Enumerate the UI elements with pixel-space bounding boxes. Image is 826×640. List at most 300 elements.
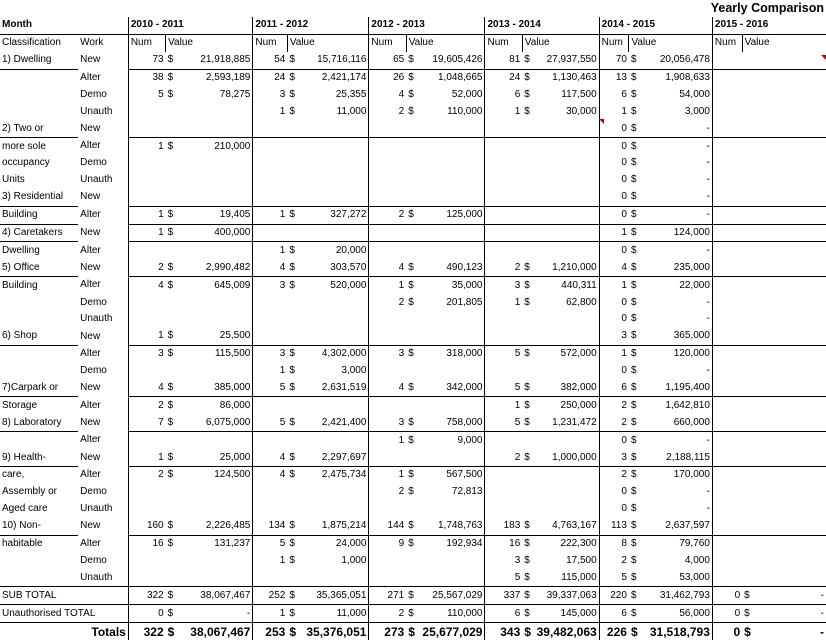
table-row [0,363,826,380]
value-cell [534,120,599,137]
num-cell: 5 [485,414,522,431]
value-cell: 86,000 [178,397,253,414]
value-cell [534,484,599,501]
value-cell [534,172,599,189]
num-header: Num [128,34,165,51]
num-cell [712,311,742,328]
row-classification: 9) Health- [2,451,46,463]
num-cell [712,103,742,120]
num-cell [485,432,522,449]
currency-cell: $ [629,623,641,640]
currency-cell: $ [406,345,418,362]
currency-cell [406,172,418,189]
currency-cell: $ [742,623,754,640]
num-cell [712,380,742,397]
value-cell [299,328,369,345]
value-cell [418,189,485,206]
value-cell: 382,000 [560,382,597,394]
value-cell: 38,067,467 [178,623,253,640]
num-cell [369,397,406,414]
table-row [0,380,826,397]
num-cell: 4 [599,259,629,276]
currency-cell [166,569,178,586]
num-cell [369,553,406,570]
value-cell [534,138,599,155]
currency-cell: $ [406,277,418,294]
value-cell: 54,000 [679,88,710,100]
value-cell [418,501,485,518]
currency-cell [166,432,178,449]
value-cell: 2,631,519 [321,382,367,394]
currency-cell [742,120,754,137]
num-cell: 3 [599,328,629,345]
value-cell [754,155,826,172]
currency-cell [166,242,178,259]
table-row [0,328,826,345]
value-cell [754,86,826,103]
value-cell [534,189,599,206]
value-cell: - [754,623,826,640]
table-row [0,467,826,484]
value-cell: 115,000 [561,571,597,583]
currency-cell: $ [629,345,641,362]
row-work-type: New [80,227,101,239]
currency-cell: $ [522,345,534,362]
value-cell [178,501,253,518]
num-cell [253,311,287,328]
row-work-type: Unauth [80,174,113,186]
num-cell: 1 [369,277,406,294]
num-cell: 3 [485,277,522,294]
value-cell [754,518,826,535]
num-cell [253,484,287,501]
num-cell [253,172,287,189]
value-cell [754,277,826,294]
value-cell: 20,056,478 [659,54,710,66]
num-cell: 5 [485,345,522,362]
num-cell: 2 [599,467,629,484]
num-cell: 1 [128,138,165,155]
num-cell: 5 [253,535,287,552]
value-cell: 318,000 [418,345,485,362]
currency-cell: $ [524,520,530,532]
currency-cell [406,328,418,345]
num-cell [128,155,165,172]
currency-cell [522,242,534,259]
currency-cell: $ [629,605,641,623]
num-cell [128,432,165,449]
row-work-type: Alter [80,279,101,291]
value-cell: 39,482,063 [534,623,599,640]
row-classification: Storage [0,397,78,414]
num-header: Num [599,34,629,51]
num-cell [128,103,165,120]
year-header: 2013 - 2014 [485,17,599,34]
num-cell: 24 [485,69,522,86]
currency-cell: $ [166,397,178,414]
num-cell: 4 [369,380,406,397]
value-cell [418,397,485,414]
table-row [0,172,826,189]
currency-cell: $ [524,54,530,66]
num-cell: 6 [599,605,629,623]
currency-cell: $ [629,277,641,294]
num-cell [712,206,742,224]
value-cell [299,501,369,518]
num-cell [253,138,287,155]
currency-cell [522,311,534,328]
row-classification [0,86,78,103]
value-cell: 6,075,000 [205,416,251,428]
num-cell [712,138,742,155]
table-row [0,120,826,137]
currency-cell [287,328,299,345]
year-header: 2011 - 2012 [253,17,369,34]
currency-cell [742,363,754,380]
currency-cell: $ [630,451,637,463]
currency-cell [166,363,178,380]
year-header-row [0,17,826,34]
num-cell: 16 [128,535,165,552]
num-cell: 1 [599,277,629,294]
currency-cell [406,224,418,242]
num-cell [712,172,742,189]
table-row [0,103,826,120]
value-cell: 1,875,214 [321,520,367,532]
currency-cell [742,311,754,328]
num-cell: 2 [369,484,406,501]
value-cell: 124,000 [641,224,713,242]
value-cell [418,328,485,345]
value-cell: 39,337,063 [534,587,599,605]
currency-cell: $ [630,520,637,532]
currency-cell [742,501,754,518]
value-cell [534,328,599,345]
comment-marker [599,119,604,124]
value-cell: 35,365,051 [299,587,369,605]
currency-cell: $ [629,397,641,414]
currency-cell [166,155,178,172]
currency-cell: $ [289,382,295,394]
currency-cell: $ [629,69,641,86]
currency-cell: $ [287,605,299,623]
table-row [0,294,826,311]
num-cell: 4 [253,449,287,466]
num-cell: 0 [712,623,742,640]
row-work-type: Alter [80,209,101,221]
row-work-type: New [80,451,101,463]
value-cell: - [641,138,713,155]
value-cell [754,484,826,501]
currency-cell: $ [408,382,414,394]
currency-cell: $ [166,345,178,362]
num-cell: 16 [485,535,522,552]
value-cell [418,449,485,466]
currency-cell: $ [289,88,295,100]
num-cell [712,449,742,466]
value-cell [299,311,369,328]
currency-cell: $ [742,605,754,623]
table-row [0,52,826,69]
row-work-type: New [80,122,101,134]
currency-cell: $ [408,54,414,66]
num-cell: 1 [253,242,287,259]
value-cell: 35,376,051 [299,623,369,640]
currency-cell: $ [408,296,414,308]
num-cell: 65 [369,52,406,69]
num-cell: 337 [485,587,522,605]
value-cell [178,311,253,328]
row-work-type: New [80,262,101,274]
num-cell: 1 [485,397,522,414]
value-cell: 2,297,697 [321,451,367,463]
currency-cell: $ [166,467,178,484]
table-row [0,535,826,552]
title-row [0,0,826,17]
num-cell: 3 [253,86,287,103]
work-header: Work [80,37,104,49]
num-cell: 0 [599,172,629,189]
currency-cell: $ [524,451,530,463]
value-cell [299,397,369,414]
currency-cell [406,397,418,414]
value-header: Value [522,34,599,51]
currency-cell [406,569,418,586]
currency-cell [742,277,754,294]
num-cell: 220 [599,587,629,605]
num-cell: 134 [253,518,287,535]
table-row [0,397,826,414]
num-cell [485,311,522,328]
table-row [0,449,826,466]
currency-cell: $ [166,623,178,640]
row-classification: Assembly or [2,486,58,498]
currency-cell [742,69,754,86]
num-cell: 1 [253,363,287,380]
value-cell [418,363,485,380]
value-cell: 19,605,426 [432,54,483,66]
table-row [0,242,826,259]
value-cell: 170,000 [641,467,713,484]
year-header: 2014 - 2015 [599,17,712,34]
value-cell: 1,195,400 [665,382,710,394]
num-cell [712,277,742,294]
num-cell [712,363,742,380]
num-header: Num [712,34,742,51]
currency-cell [406,501,418,518]
value-cell: 567,500 [418,467,485,484]
num-cell [128,120,165,137]
num-cell: 3 [369,345,406,362]
value-cell [299,432,369,449]
num-cell: 0 [599,432,629,449]
num-cell [485,189,522,206]
num-cell [128,189,165,206]
currency-cell [742,569,754,586]
currency-cell [742,328,754,345]
value-cell [754,328,826,345]
table-row [0,259,826,276]
num-cell [253,155,287,172]
currency-cell: $ [630,54,637,66]
num-cell: 0 [128,605,165,623]
num-cell: 2 [128,397,165,414]
num-cell: 160 [128,518,165,535]
currency-cell: $ [166,224,178,242]
row-classification: 10) Non- [2,520,41,532]
value-cell: 4,763,167 [552,520,597,532]
num-cell: 0 [599,120,629,137]
currency-cell [742,103,754,120]
table-row [0,345,826,362]
row-work-type: Unauth [80,313,113,325]
currency-cell: $ [522,397,534,414]
table-row [0,138,826,155]
currency-cell: $ [630,365,637,377]
currency-cell: $ [522,623,534,640]
value-cell [534,363,599,380]
currency-cell [287,294,299,311]
currency-cell: $ [167,416,174,428]
value-cell [754,138,826,155]
value-cell: 3,000 [684,105,710,117]
value-cell: 19,405 [178,206,253,224]
value-cell [754,189,826,206]
num-cell: 4 [253,467,287,484]
currency-cell: $ [166,206,178,224]
num-cell [712,328,742,345]
row-work-type: Alter [80,140,101,152]
currency-cell [287,484,299,501]
currency-cell [287,138,299,155]
value-cell: 1,908,633 [641,69,713,86]
subtotal-row-label: SUB TOTAL [0,587,128,605]
row-classification: Dwelling [0,242,78,259]
num-cell: 2 [599,414,629,431]
value-header: Value [629,34,712,51]
num-cell: 273 [369,623,406,640]
row-classification [0,345,78,362]
currency-cell: $ [524,105,530,117]
currency-cell: $ [629,467,641,484]
value-cell [754,69,826,86]
value-cell: 4,000 [684,554,710,566]
value-cell: 9,000 [418,432,485,449]
table-row [0,432,826,449]
num-cell: 6 [599,380,629,397]
num-header: Num [253,34,287,51]
currency-cell [742,535,754,552]
currency-cell: $ [408,486,414,498]
row-classification: 4) Caretakers [0,224,78,242]
value-cell: 250,000 [534,397,599,414]
totals-row [0,623,826,640]
row-classification [0,569,78,586]
currency-cell: $ [629,587,641,605]
num-cell [712,155,742,172]
value-cell: 1,210,000 [552,261,597,273]
num-cell: 1 [253,103,287,120]
value-cell: - [706,486,710,498]
value-cell [178,172,253,189]
value-cell [534,432,599,449]
value-cell: 79,760 [641,535,713,552]
num-cell: 0 [599,242,629,259]
table-row [0,86,826,103]
row-work-type: Demo [80,88,107,100]
value-cell: 25,355 [335,88,367,100]
num-cell: 113 [599,518,629,535]
currency-cell [742,553,754,570]
currency-cell: $ [166,605,178,623]
currency-cell [522,432,534,449]
currency-cell: $ [166,277,178,294]
sheet-title: Yearly Comparison [710,1,824,16]
currency-cell: $ [408,520,414,532]
num-cell: 2 [485,259,522,276]
num-cell [128,363,165,380]
num-cell: 5 [485,380,522,397]
value-cell [754,259,826,276]
num-cell [712,397,742,414]
num-cell: 2 [369,294,406,311]
currency-cell: $ [524,571,530,583]
currency-cell [742,345,754,362]
unauthorised-total-row [0,605,826,623]
currency-cell [287,224,299,242]
num-cell [712,535,742,552]
currency-cell [406,311,418,328]
value-header: Value [166,34,253,51]
num-cell: 1 [128,224,165,242]
num-cell [253,569,287,586]
num-cell [485,242,522,259]
num-header: Num [485,34,522,51]
currency-cell: $ [630,571,637,583]
value-cell [299,484,369,501]
value-cell [418,311,485,328]
num-cell [712,86,742,103]
num-cell [369,138,406,155]
row-work-type: Alter [80,469,101,481]
currency-cell [742,449,754,466]
num-cell: 1 [128,206,165,224]
num-cell: 1 [369,432,406,449]
num-cell: 5 [253,380,287,397]
value-cell [754,224,826,242]
currency-cell: $ [289,261,295,273]
totals-row-label: Totals [0,623,128,640]
currency-cell: $ [630,261,637,273]
currency-cell [742,518,754,535]
row-work-type: Unauth [80,571,113,583]
num-cell: 7 [128,414,165,431]
row-classification: Aged care [2,503,48,515]
value-cell: 120,000 [641,345,713,362]
value-cell: 22,000 [641,277,713,294]
num-cell [712,569,742,586]
num-cell: 6 [485,86,522,103]
value-cell [754,120,826,137]
num-cell [712,120,742,137]
value-cell [299,569,369,586]
currency-cell: $ [629,224,641,242]
row-work-type: Demo [80,296,107,308]
num-cell [253,294,287,311]
value-header: Value [742,34,826,51]
currency-cell: $ [289,365,295,377]
value-cell [299,138,369,155]
